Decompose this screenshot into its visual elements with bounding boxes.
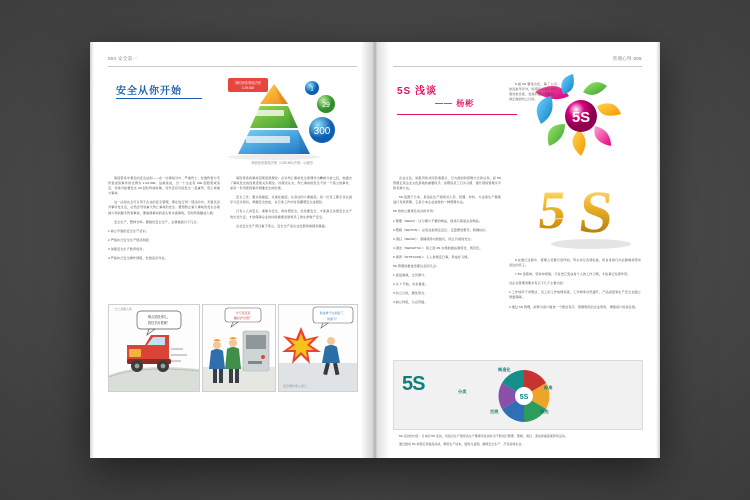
svg-text:29: 29 <box>322 102 330 109</box>
paragraph: 海因里希的事故因果连锁理论：在对伤亡事故发生原理作出精辟分析之后，他提出了事故发生的因果连锁关系理论。该理论认为，伤亡事故的发生不是一个孤立的事件，而是一系列原因事件相继发生的结果。 <box>230 176 352 191</box>
list-item: 1.整理（SEIRI）：区分要与不要的物品，现场只保留必需物品。 <box>393 218 483 223</box>
paragraph: 5.做 5S 要常态化，除了公司的巡检考评外，班组每天也应该开展自检自查，发现问题立刻整改，真正做到持之以恒。 <box>509 82 557 102</box>
paragraph: 5S 活动的内容：日本的 5S 活动，是指对生产现场各生产要素所处的状态不断进行整理、整顿、清扫、清洁和提高素养的活动。 <box>399 434 568 438</box>
figure-caption: 海因里希事故法则（1:29:300 法则）示意图 <box>251 161 313 165</box>
list-item: 4.严格执行安全操作规程，杜绝违章作业。 <box>108 256 168 261</box>
left-col-2 <box>230 176 352 233</box>
list-item: 3.清扫（SEISO）：清除现场内的脏污，防止污染的发生。 <box>393 236 474 241</box>
right-col-2 <box>509 258 641 314</box>
heinrich-pyramid-figure <box>212 74 352 162</box>
list-item: 1.工作场所干净整洁，员工的工作热情高涨，工作效率自然提升，产品质量和生产安全也随之得到保障。 <box>509 290 641 300</box>
subheading: 5S 的核心要素及各自的作用： <box>393 209 436 214</box>
list-item: 4.树立样板，以点带面。 <box>393 300 428 305</box>
cartoon-panel-3 <box>278 304 358 392</box>
paragraph: 只有人人讲安全，事事为安全，时时想安全，处处要安全，才能真正实现安全生产的长治久安，才能保障企业的持续健康发展和员工的生命财产安全。 <box>230 209 352 219</box>
list-item: 2.整顿（SEITON）：必需品依规定定位、定量摆放整齐，明确标识。 <box>393 227 489 232</box>
svg-text:我技术好着呢！: 我技术好着呢！ <box>147 321 171 325</box>
wheel-label-1: 标准 <box>544 385 553 390</box>
cartoon-caption: 一念之差酿大祸 <box>112 307 132 311</box>
svg-text:5: 5 <box>535 180 570 240</box>
svg-text:5S: 5S <box>571 109 591 126</box>
paragraph: 6.在推行过程中，管理人员要以身作则，带头执行各项标准，用自身的行动去影响和带动身边的员工。 <box>509 258 641 268</box>
five-s-gold-figure <box>535 166 645 252</box>
right-col-2-top <box>509 82 557 106</box>
cartoon-panel-1 <box>108 304 200 392</box>
subheading: 对企业管理者要求有以下几个主要内容： <box>509 281 567 286</box>
svg-text:300: 300 <box>313 126 331 137</box>
paragraph: 5S 起源于日本，是指在生产现场对人员、机器、材料、方法等生产要素进行有效管理，它是日本企业独特的一种管理办法。 <box>393 195 501 205</box>
paragraph: 企业安全生产责任重于泰山，安全生产是企业发展的前提和基础。 <box>236 223 329 228</box>
header-rule <box>108 66 357 67</box>
right-page-title: 5S 浅谈 <box>397 86 438 97</box>
cartoon-panel-2 <box>202 304 276 392</box>
page-edge <box>656 42 660 458</box>
paragraph: 这一法则完全可以用于企业的安全管理，即在进行同一项活动中，无数次意外事件发生后，必然会导致重大伤亡事故的发生。要想防止重大事故的发生必须减少和消除无伤害事故，要重视事故的苗头和未遂事故，否则终将酿成大祸。 <box>108 200 220 215</box>
list-item: 4.清洁（SEIKETSU）：将上面 3S 实施的做法制度化、规范化。 <box>393 245 483 250</box>
list-item: 2.严格执行安全生产规章制度； <box>108 237 152 242</box>
wheel-label-2: 刷洗 <box>540 409 549 414</box>
paragraph: 安全工作，要从我做起，从现在做起，从身边的小事做起。每一位员工都应该认真学习安全知识，掌握安全技能，在日常工作中时刻绷紧安全这根弦。 <box>230 195 352 205</box>
wheel-label-0: 制造化 <box>498 367 511 372</box>
list-item: 1.树立牢固的安全生产意识； <box>108 228 149 233</box>
paragraph: 7.5S 虽简单，坚持却很难，只有把它变成每个人的工作习惯，才能真正发挥作用。 <box>515 272 631 277</box>
list-item: 3.加强安全生产教育培训； <box>108 246 146 251</box>
list-item: 3.持之以恒，避免形式； <box>393 291 428 296</box>
right-col-1 <box>393 176 501 310</box>
left-running-head: 004 安全第一 <box>108 56 138 61</box>
list-item: 1.高层重视，全员参与； <box>393 273 428 278</box>
svg-text:你这样干太危险了，: 你这样干太危险了， <box>319 311 347 315</box>
svg-text:S: S <box>575 179 617 246</box>
right-page <box>375 42 660 458</box>
diagram-logo: 5S <box>402 373 425 395</box>
paragraph: 通过推动 5S 来稳定和提高品质，降低生产成本，缩短交货期，确保安全生产，打造高效企业。 <box>399 441 525 446</box>
five-s-wheel-diagram <box>393 360 643 430</box>
right-running-head: 管理心得 005 <box>612 56 642 61</box>
svg-text:喝点酒没事儿，: 喝点酒没事儿， <box>147 315 171 319</box>
paragraph: 海因里希中著名的安全法则——在一次事故当中，严重伤亡、轻微伤害与无伤害虚惊事件的比例为 1:29:300。这就是说，当一个企业有 300 起隐患或违章，非常可能要发生 29 起轻伤或故障，另外还有可能发生一起重伤、死亡或重大事故。 <box>108 176 220 196</box>
byline: —— 杨彬 <box>435 99 475 108</box>
left-page-title: 安全从你开始 <box>116 86 182 97</box>
wheel-label-3: 定规 <box>490 409 499 414</box>
diagram-notes <box>393 434 641 449</box>
svg-text:1:29:300: 1:29:300 <box>241 86 255 90</box>
svg-text:戴好护目镜？: 戴好护目镜？ <box>233 316 253 320</box>
svg-text:海因里希事故法则: 海因里希事故法则 <box>235 81 261 85</box>
list-item: 2.通过 5S 管理，能够为客户提供一个整洁有序、管理规范的企业形象，增强客户的信任感。 <box>509 304 639 309</box>
title-underline <box>397 114 517 115</box>
list-item: 2.从 7 开始，步步推进； <box>393 282 428 287</box>
svg-text:5S: 5S <box>519 394 529 401</box>
wheel-label-outer-left: 分类 <box>458 389 467 394</box>
paragraph: 安全生产，警钟长鸣。要做好安全生产，必须做到以下几点： <box>114 219 200 224</box>
svg-text:1: 1 <box>310 86 314 93</box>
left-page <box>90 42 375 458</box>
svg-text:违章操作害人害己: 违章操作害人害己 <box>283 384 308 388</box>
magazine-spread <box>90 42 660 458</box>
svg-text:今天有没有: 今天有没有 <box>235 311 251 315</box>
paragraph: 企业文化，是组织的共同价值观念、行为准则和思维方式的总和，而 5S 管理正是企业文化落地的重要抓手，是塑造员工行为习惯、提升现场管理水平的有效方法。 <box>393 176 501 191</box>
subheading: 5S 管理的推进需要注意的几点： <box>393 264 440 269</box>
left-col-1 <box>108 176 220 265</box>
title-underline <box>116 98 202 99</box>
header-rule <box>393 66 642 67</box>
svg-text:快停下！: 快停下！ <box>326 317 340 321</box>
list-item: 5.素养（SHITSUKE）：人人依规定行事，养成好习惯。 <box>393 254 471 259</box>
page-edge <box>90 42 94 458</box>
